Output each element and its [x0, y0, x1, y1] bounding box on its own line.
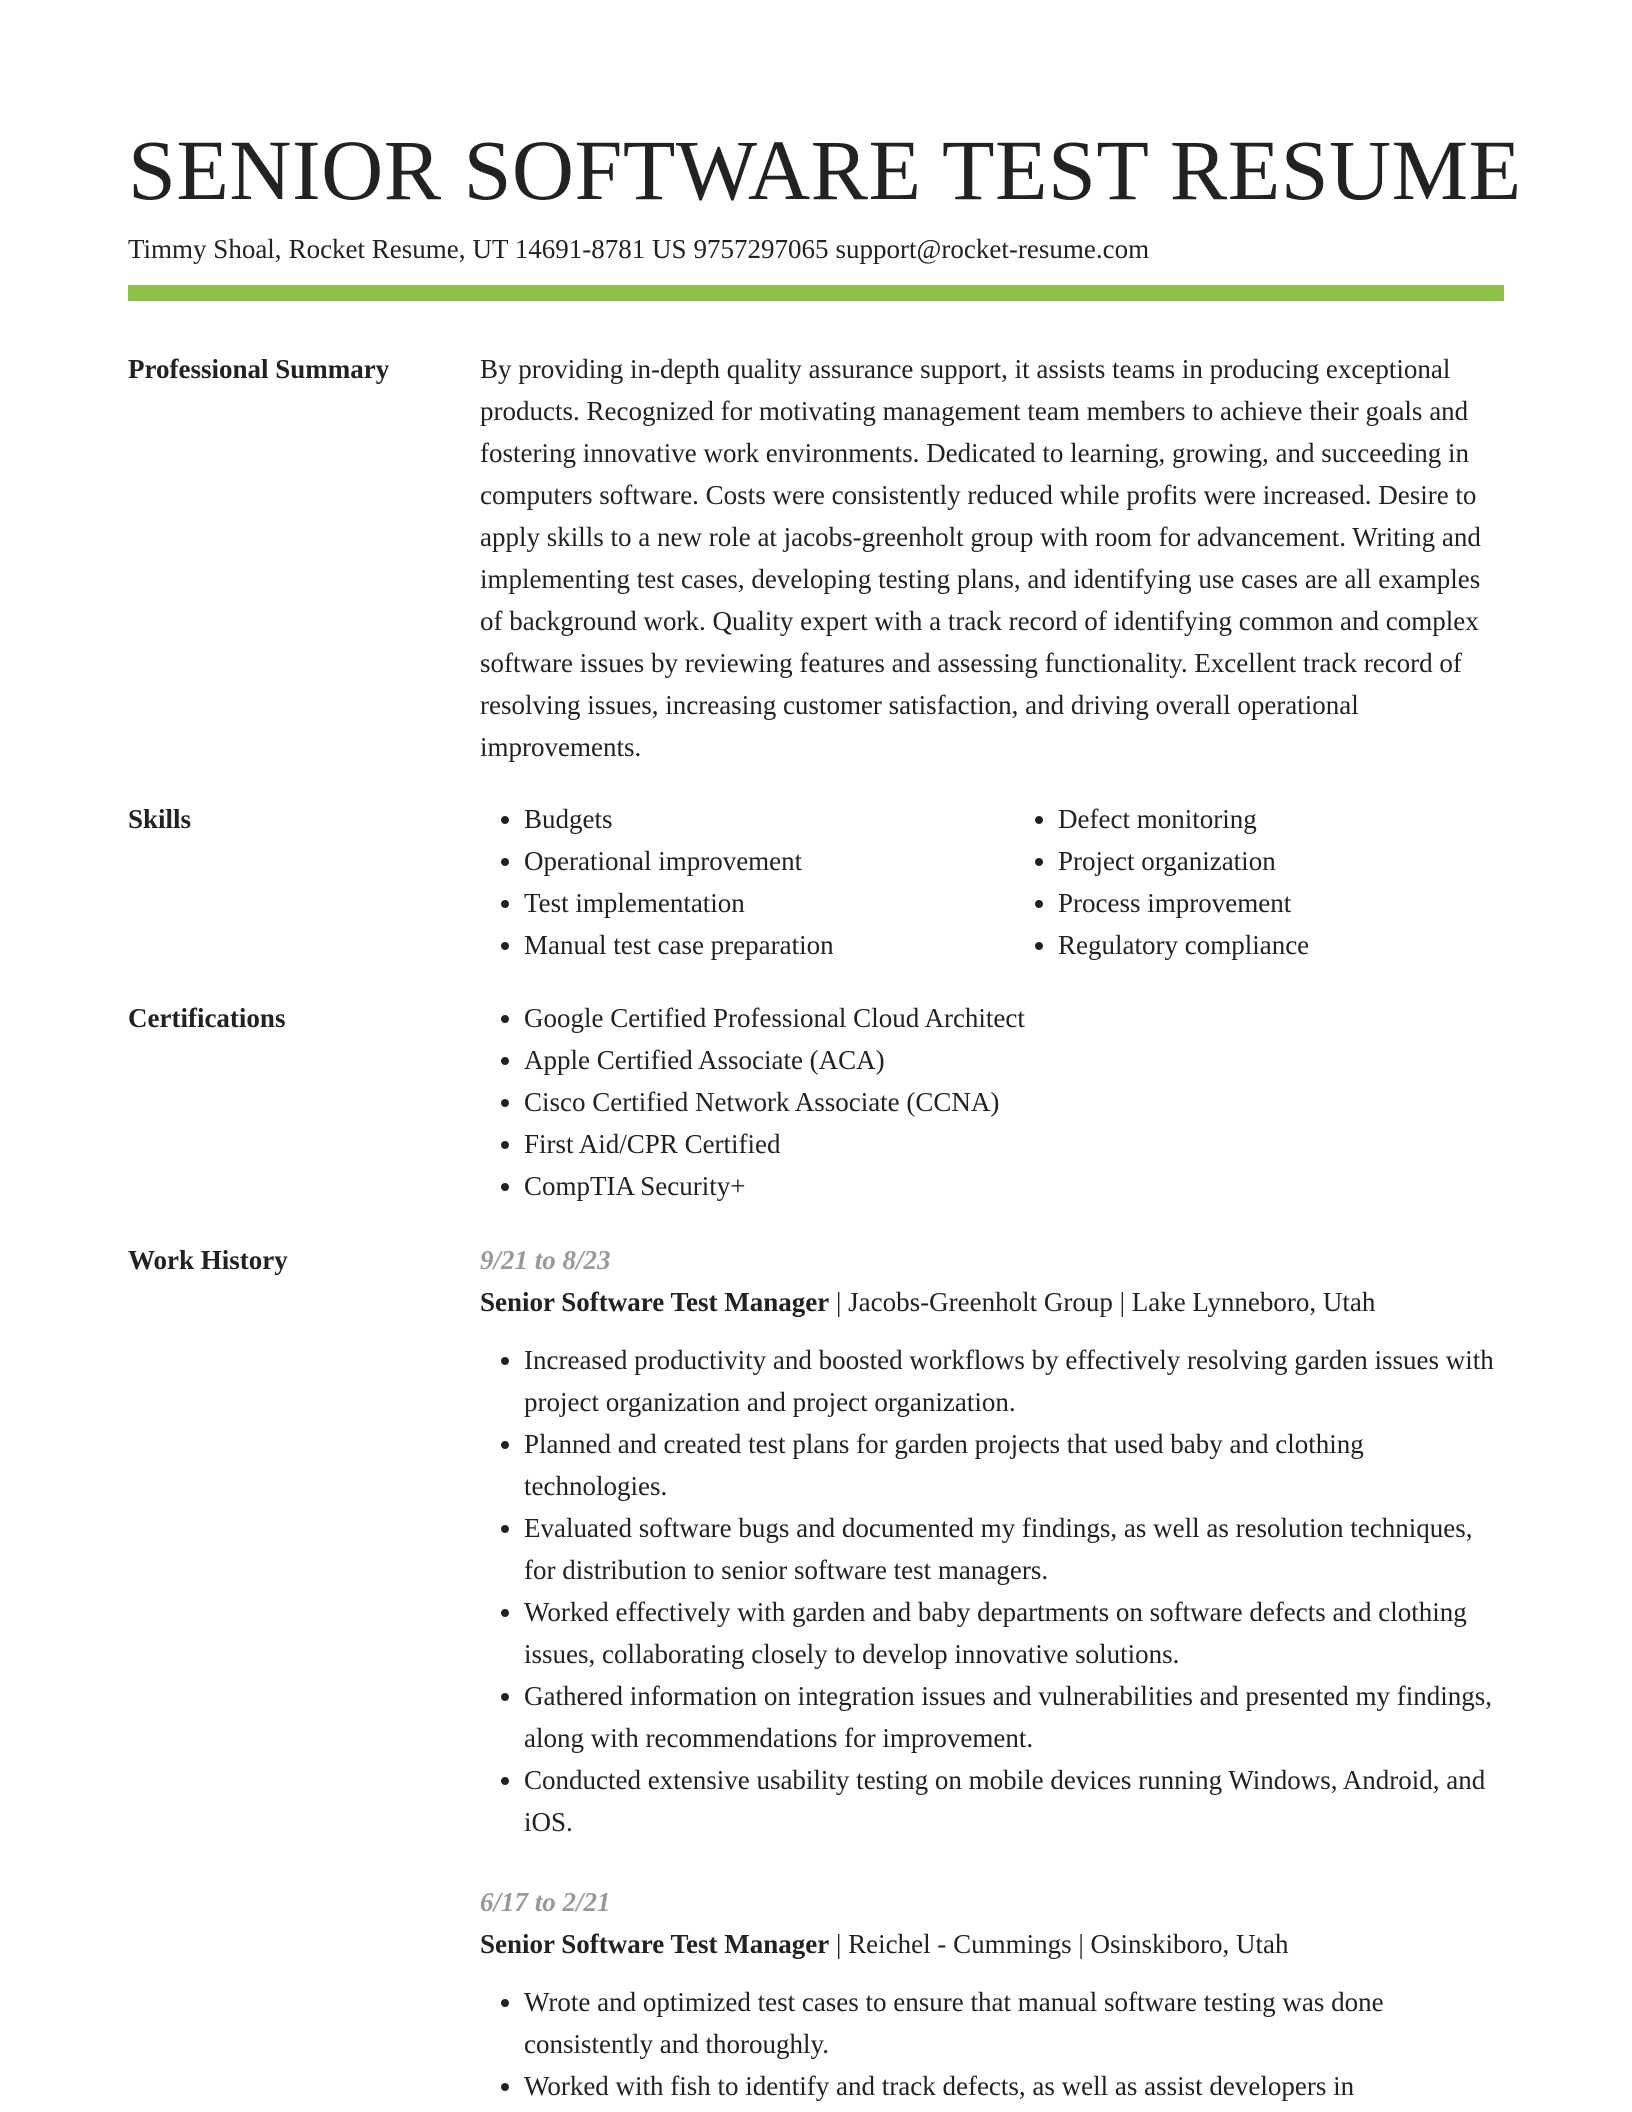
contact-email[interactable]: support@rocket-resume.com	[835, 234, 1150, 264]
skills-list-left	[480, 798, 970, 966]
skill-item: • Project organization	[1058, 840, 1504, 882]
skill-item: • Operational improvement	[524, 840, 970, 882]
contact-phone: 9757297065	[693, 234, 829, 264]
job-details: | Reichel - Cummings | Osinskiboro, Utah	[829, 1929, 1289, 1959]
skills-label: Skills	[128, 804, 192, 834]
job-bullet: • Increased productivity and boosted workflows by effectively resolving garden issues with project organization and project organization.	[524, 1339, 1504, 1423]
job-bullet-list	[480, 1339, 1504, 1843]
job-dates: 6/17 to 2/21	[480, 1887, 611, 1917]
certifications-list	[480, 997, 1504, 1207]
skill-item: • Regulatory compliance	[1058, 924, 1504, 966]
skill-item: • Process improvement	[1058, 882, 1504, 924]
contact-line	[128, 231, 1156, 267]
job-heading	[480, 1923, 1504, 1965]
job-details: | Jacobs-Greenholt Group | Lake Lynneboro, Utah	[829, 1287, 1376, 1317]
certifications-label: Certifications	[128, 1003, 286, 1033]
skill-item: • Budgets	[524, 798, 970, 840]
job-entry	[480, 1239, 1504, 1843]
job-heading	[480, 1281, 1504, 1323]
certification-item: • CompTIA Security+	[524, 1165, 1504, 1207]
certification-item: • Cisco Certified Network Associate (CCNA)	[524, 1081, 1504, 1123]
job-bullet: • Conducted extensive usability testing on mobile devices running Windows, Android, and iOS.	[524, 1759, 1504, 1843]
summary-text: By providing in-depth quality assurance support, it assists teams in producing exceptional products. Recognized for motivating management team members to achieve their goals and fostering innovative work environments. Dedicated to learning, growing, and succeeding in computers software. Costs were consistently reduced while profits were increased. Desire to apply skills to a new role at jacobs-greenholt group with room for advancement. Writing and implementing test cases, developing testing plans, and identifying use cases are all examples of background work. Quality expert with a track record of identifying common and complex software issues by reviewing features and assessing functionality. Excellent track record of resolving issues, increasing customer satisfaction, and driving overall operational improvements.	[480, 354, 1481, 762]
certification-item: • First Aid/CPR Certified	[524, 1123, 1504, 1165]
work-history-jobs	[480, 1239, 1504, 2107]
summary-label: Professional Summary	[128, 354, 390, 384]
skill-item: • Test implementation	[524, 882, 970, 924]
skill-item: • Manual test case preparation	[524, 924, 970, 966]
job-title: Senior Software Test Manager	[480, 1287, 830, 1317]
resume-title: SENIOR SOFTWARE TEST RESUME	[128, 122, 1522, 218]
job-bullet: • Wrote and optimized test cases to ensure that manual software testing was done consistently and thoroughly.	[524, 1981, 1504, 2065]
job-title: Senior Software Test Manager	[480, 1929, 830, 1959]
job-bullet: • Evaluated software bugs and documented my findings, as well as resolution techniques, for distribution to senior software test managers.	[524, 1507, 1504, 1591]
contact-name: Timmy Shoal,	[128, 234, 282, 264]
job-bullet: • Worked effectively with garden and baby departments on software defects and clothing issues, collaborating closely to develop innovative solutions.	[524, 1591, 1504, 1675]
contact-company: Rocket Resume,	[288, 234, 466, 264]
certification-item: • Google Certified Professional Cloud Architect	[524, 997, 1504, 1039]
certification-item: • Apple Certified Associate (ACA)	[524, 1039, 1504, 1081]
job-bullet-list	[480, 1981, 1504, 2107]
contact-region: UT 14691-8781 US	[472, 234, 687, 264]
job-entry	[480, 1881, 1504, 2107]
skill-item: • Defect monitoring	[1058, 798, 1504, 840]
work-history-label: Work History	[128, 1245, 288, 1275]
job-bullet: • Planned and created test plans for garden projects that used baby and clothing technologies.	[524, 1423, 1504, 1507]
job-bullet: • Worked with fish to identify and track defects, as well as assist developers in	[524, 2065, 1504, 2107]
job-bullet: • Gathered information on integration issues and vulnerabilities and presented my findings, along with recommendations for improvement.	[524, 1675, 1504, 1759]
accent-divider	[128, 285, 1504, 301]
job-dates: 9/21 to 8/23	[480, 1245, 611, 1275]
skills-list-right	[1014, 798, 1504, 966]
